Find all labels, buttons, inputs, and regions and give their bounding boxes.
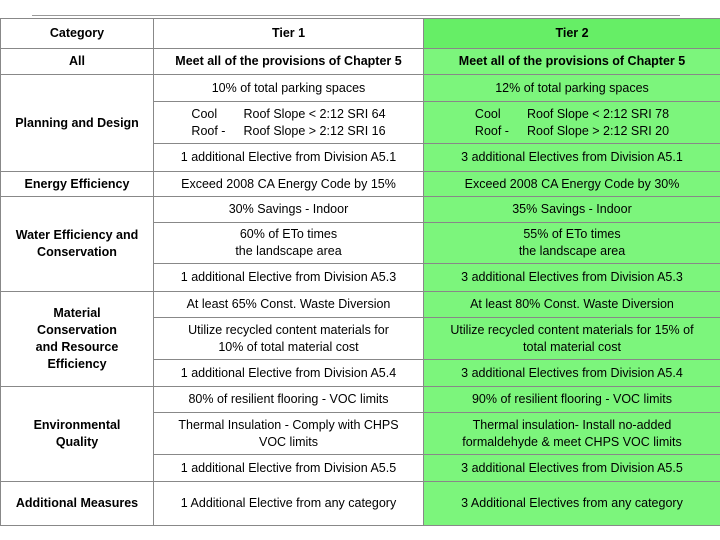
roof-label-l1: Cool xyxy=(191,106,218,121)
tier2-material-recycled xyxy=(424,318,720,360)
tier1-all: Meet all of the provisions of Chapter 5 xyxy=(154,49,424,75)
category-environmental-l2: Quality xyxy=(55,435,99,449)
tier1-water-eto xyxy=(154,223,424,264)
tier1-energy: Exceed 2008 CA Energy Code by 15% xyxy=(154,172,424,197)
tier2-material-recycled-l2: total material cost xyxy=(523,339,621,354)
row-additional xyxy=(1,482,720,526)
tier2-environmental-elective: 3 additional Electives from Division A5.5 xyxy=(424,455,720,482)
roof-slope-high: Roof Slope > 2:12 SRI 20 xyxy=(526,123,670,138)
tier2-planning-parking: 12% of total parking spaces xyxy=(424,75,720,102)
tier1-planning-parking: 10% of total parking spaces xyxy=(154,75,424,102)
roof-slope-high: Roof Slope > 2:12 SRI 16 xyxy=(243,123,386,138)
header-category: Category xyxy=(1,19,154,49)
category-material-l2: Conservation xyxy=(37,323,117,337)
category-all: All xyxy=(1,49,154,75)
tier2-energy: Exceed 2008 CA Energy Code by 30% xyxy=(424,172,720,197)
row-all xyxy=(1,49,720,75)
tier2-environmental-insulation xyxy=(424,413,720,455)
category-water-l2: Conservation xyxy=(37,245,117,259)
tier2-environmental-insulation-l2: formaldehyde & meet CHPS VOC limits xyxy=(462,434,682,449)
tier2-material-recycled-l1: Utilize recycled content materials for 15% of xyxy=(450,322,694,337)
tier2-water-eto-l1: 55% of ETo times xyxy=(523,227,621,241)
top-rule xyxy=(32,15,680,16)
category-material-l3: and Resource xyxy=(35,340,119,354)
category-additional: Additional Measures xyxy=(1,482,154,526)
header-row xyxy=(1,19,720,49)
tier1-environmental-flooring: 80% of resilient flooring - VOC limits xyxy=(154,387,424,413)
green-building-tiers-table xyxy=(0,18,720,526)
category-material xyxy=(1,292,154,387)
category-environmental-l1: Environmental xyxy=(33,418,121,432)
row-energy xyxy=(1,172,720,197)
tier1-planning-elective: 1 additional Elective from Division A5.1 xyxy=(154,144,424,172)
roof-slope-low: Roof Slope < 2:12 SRI 78 xyxy=(526,106,670,121)
row-material-1 xyxy=(1,292,720,318)
tier1-water-eto-l2: the landscape area xyxy=(235,244,342,258)
row-planning-1 xyxy=(1,75,720,102)
tier1-environmental-insulation-l1: Thermal Insulation - Comply with CHPS xyxy=(178,417,399,432)
category-environmental xyxy=(1,387,154,482)
tier1-environmental-insulation xyxy=(154,413,424,455)
category-water-l1: Water Efficiency and xyxy=(15,228,139,242)
tier1-material-recycled xyxy=(154,318,424,360)
tier2-environmental-insulation-l1: Thermal insulation- Install no-added xyxy=(472,417,672,432)
row-water-1 xyxy=(1,197,720,223)
tier2-planning-roof xyxy=(424,102,720,144)
tier2-all: Meet all of the provisions of Chapter 5 xyxy=(424,49,720,75)
tier2-water-eto-l2: the landscape area xyxy=(518,244,626,258)
row-environmental-1 xyxy=(1,387,720,413)
tier1-environmental-insulation-l2: VOC limits xyxy=(258,434,319,449)
header-tier1: Tier 1 xyxy=(154,19,424,49)
tier1-water-elective: 1 additional Elective from Division A5.3 xyxy=(154,264,424,292)
roof-label-l1: Cool xyxy=(474,106,501,121)
category-material-l4: Efficiency xyxy=(47,357,107,371)
header-tier2: Tier 2 xyxy=(424,19,720,49)
tier2-additional: 3 Additional Electives from any category xyxy=(424,482,720,526)
roof-slope-low: Roof Slope < 2:12 SRI 64 xyxy=(243,106,386,121)
tier2-environmental-flooring: 90% of resilient flooring - VOC limits xyxy=(424,387,720,413)
tier2-material-elective: 3 additional Electives from Division A5.4 xyxy=(424,360,720,387)
tier1-material-waste: At least 65% Const. Waste Diversion xyxy=(154,292,424,318)
tier2-material-waste: At least 80% Const. Waste Diversion xyxy=(424,292,720,318)
tier1-water-indoor: 30% Savings - Indoor xyxy=(154,197,424,223)
tier1-material-elective: 1 additional Elective from Division A5.4 xyxy=(154,360,424,387)
tier1-material-recycled-l1: Utilize recycled content materials for xyxy=(188,322,389,337)
category-planning: Planning and Design xyxy=(1,75,154,172)
roof-label-l2: Roof - xyxy=(191,123,226,138)
tier2-planning-elective: 3 additional Electives from Division A5.1 xyxy=(424,144,720,172)
tier1-environmental-elective: 1 additional Elective from Division A5.5 xyxy=(154,455,424,482)
roof-label-l2: Roof - xyxy=(474,123,509,138)
tier1-water-eto-l1: 60% of ETo times xyxy=(239,227,338,241)
tier2-water-eto xyxy=(424,223,720,264)
category-water xyxy=(1,197,154,292)
tier2-water-elective: 3 additional Electives from Division A5.3 xyxy=(424,264,720,292)
tier2-water-indoor: 35% Savings - Indoor xyxy=(424,197,720,223)
category-energy: Energy Efficiency xyxy=(1,172,154,197)
tier1-additional: 1 Additional Elective from any category xyxy=(154,482,424,526)
tier1-planning-roof xyxy=(154,102,424,144)
category-material-l1: Material xyxy=(53,306,101,320)
tier1-material-recycled-l2: 10% of total material cost xyxy=(218,339,359,354)
